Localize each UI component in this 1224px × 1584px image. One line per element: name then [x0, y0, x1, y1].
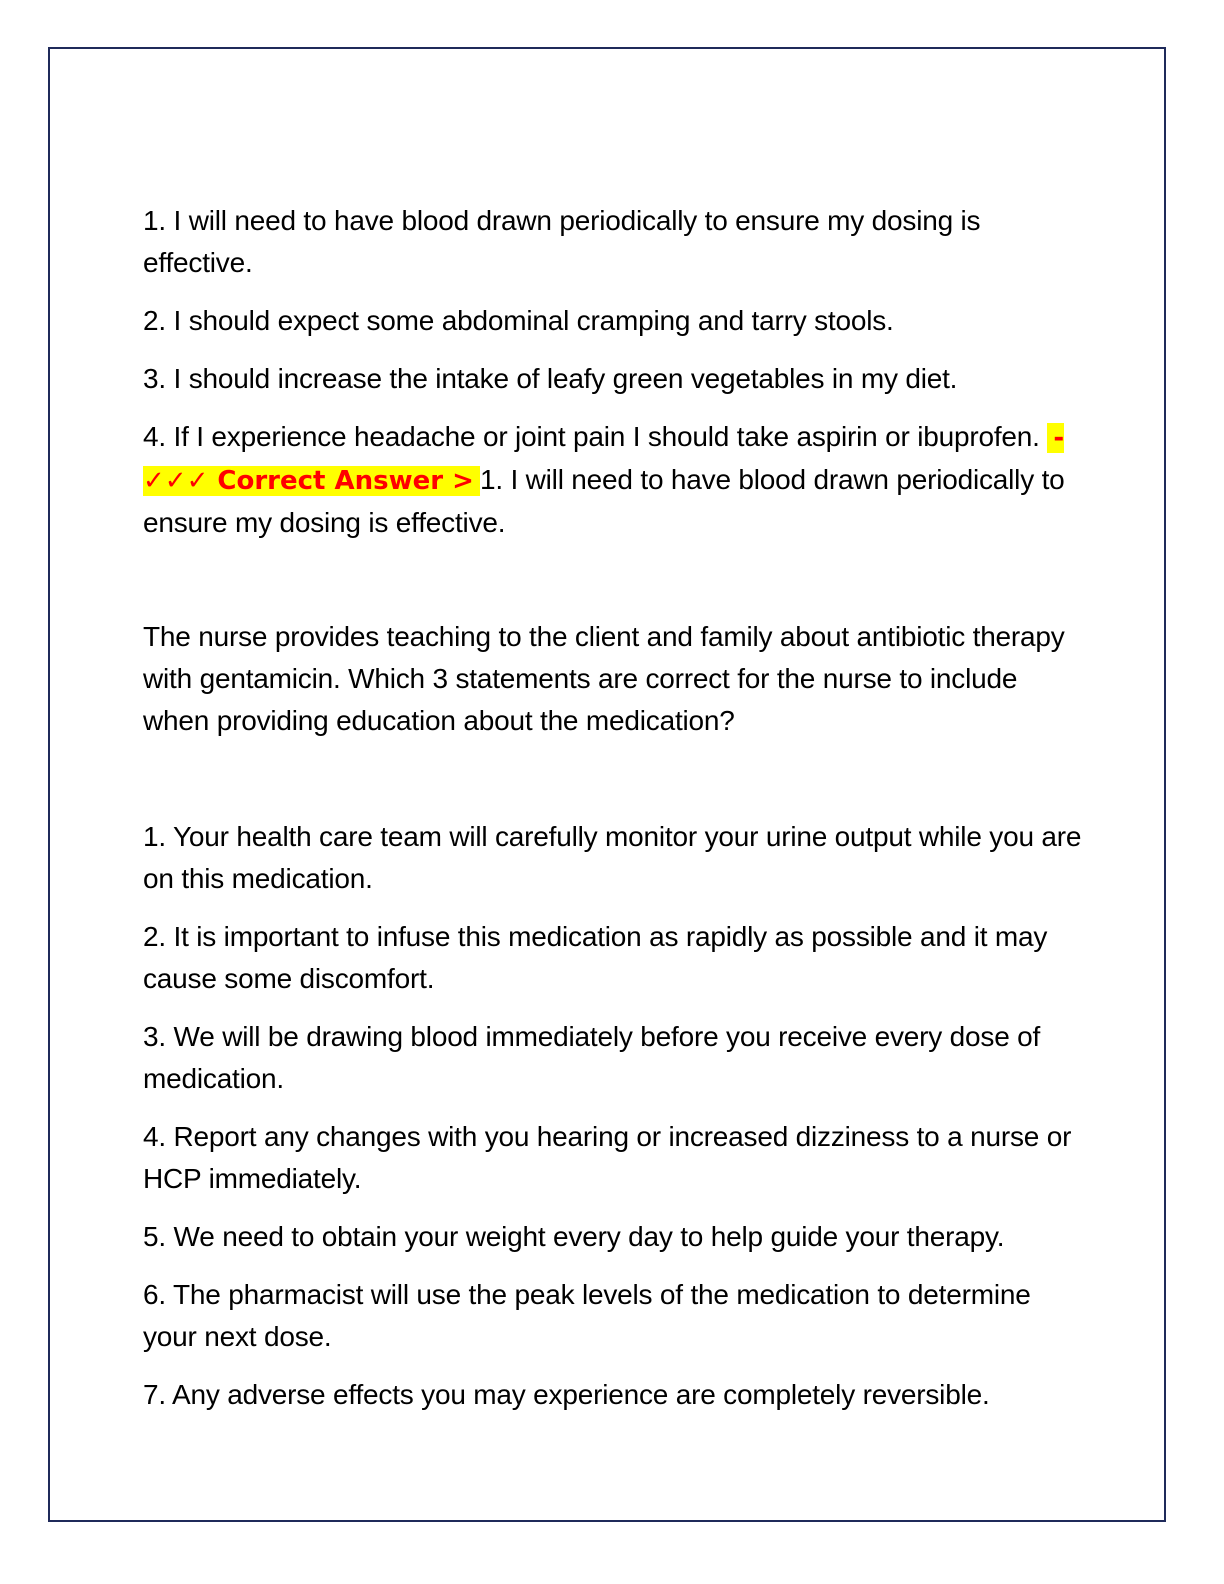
option-3: 3. We will be drawing blood immediately before you receive every dose of medication. — [143, 1021, 1041, 1094]
question-2-stem: The nurse provides teaching to the client and family about antibiotic therapy with gentamicin. Which 3 statements are correct for the nurse to include when providing education about the medication? — [143, 621, 1065, 736]
option-4-text: 4. If I experience headache or joint pain I should take aspirin or ibuprofen. — [143, 421, 1040, 452]
spacer — [143, 758, 1088, 816]
correct-answer-text: 1. I will need to have blood drawn periodically to ensure my dosing is effective. — [143, 464, 1065, 538]
option-6: 6. The pharmacist will use the peak levels of the medication to determine your next dose. — [143, 1279, 1031, 1352]
option-2: 2. It is important to infuse this medication as rapidly as possible and it may cause some discomfort. — [143, 921, 1048, 994]
document-content — [143, 200, 1088, 1432]
option-7: 7. Any adverse effects you may experience are completely reversible. — [143, 1379, 990, 1410]
option-1: 1. I will need to have blood drawn periodically to ensure my dosing is effective. — [143, 205, 981, 278]
option-3: 3. I should increase the intake of leafy green vegetables in my diet. — [143, 363, 958, 394]
correct-answer-marker: - ✓✓✓ Correct Answer > — [143, 423, 1065, 496]
question-2-options — [143, 816, 1088, 1416]
option-4-with-answer — [143, 416, 1088, 544]
option-2: 2. I should expect some abdominal cramping and tarry stools. — [143, 305, 894, 336]
option-5: 5. We need to obtain your weight every day to help guide your therapy. — [143, 1221, 1005, 1252]
option-1: 1. Your health care team will carefully monitor your urine output while you are on this medication. — [143, 821, 1082, 894]
question-1 — [143, 200, 1088, 544]
option-4: 4. Report any changes with you hearing or increased dizziness to a nurse or HCP immediately. — [143, 1121, 1072, 1194]
spacer — [143, 560, 1088, 616]
